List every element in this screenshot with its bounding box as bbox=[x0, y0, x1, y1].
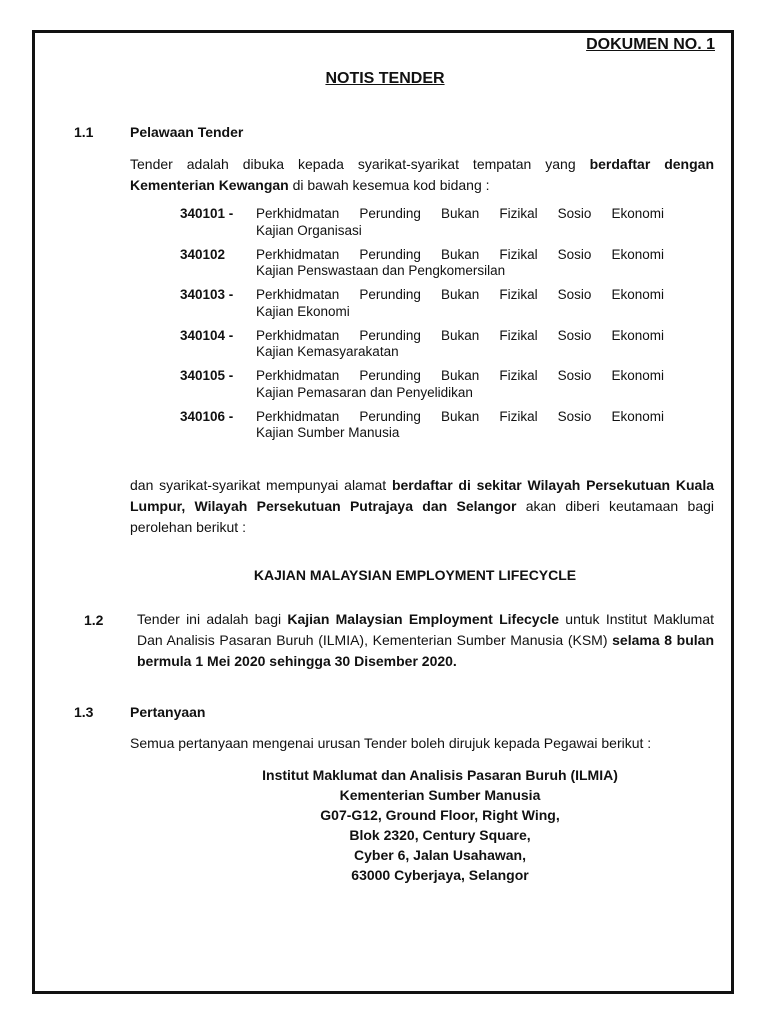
section-1-2-duration: selama 8 bulan bermula 1 Mei 2020 sehingga 30 Disember 2020. bbox=[137, 632, 714, 669]
project-title: KAJIAN MALAYSIAN EMPLOYMENT LIFECYCLE bbox=[253, 567, 577, 583]
field-code-id: 340102 bbox=[180, 246, 226, 262]
contact-address bbox=[0, 765, 770, 885]
field-code-item bbox=[180, 409, 664, 442]
intro-text: Tender adalah dibuka kepada syarikat-syarikat tempatan yang bbox=[130, 156, 590, 172]
intro-bold: berdaftar dengan Kementerian Kewangan bbox=[130, 156, 714, 193]
section-1-1-heading: Pelawaan Tender bbox=[130, 124, 244, 140]
document-number: DOKUMEN NO. 1 bbox=[586, 36, 715, 53]
section-1-2-project: Kajian Malaysian Employment Lifecycle bbox=[287, 611, 560, 627]
intro-text-end: di bawah kesemua kod bidang : bbox=[288, 177, 490, 193]
field-code-item bbox=[180, 328, 664, 361]
field-code-id: 340105 - bbox=[180, 368, 234, 383]
address-line: Kementerian Sumber Manusia bbox=[339, 787, 541, 803]
field-code-subject: Kajian Penswastaan dan Pengkomersilan bbox=[256, 263, 506, 278]
field-code-item bbox=[180, 247, 664, 280]
field-code-id: 340104 - bbox=[180, 327, 234, 343]
field-code-subject: Kajian Ekonomi bbox=[256, 303, 350, 319]
field-code-desc: Perkhidmatan Perunding Bukan Fizikal Sosio Ekonomi bbox=[256, 327, 664, 343]
field-code-desc: Perkhidmatan Perunding Bukan Fizikal Sosio Ekonomi bbox=[256, 408, 664, 424]
section-1-2-text-start: Tender ini adalah bagi bbox=[137, 611, 288, 627]
priority-text-end: akan diberi keutamaan bagi perolehan berikut : bbox=[130, 498, 714, 535]
field-code-id: 340103 - bbox=[180, 287, 234, 302]
field-code-item bbox=[180, 206, 664, 239]
section-1-1-number: 1.1 bbox=[74, 124, 94, 140]
field-code-subject: Kajian Organisasi bbox=[256, 222, 362, 238]
page-title: NOTIS TENDER bbox=[325, 70, 445, 87]
address-line: Blok 2320, Century Square, bbox=[349, 827, 531, 843]
section-1-3-heading: Pertanyaan bbox=[130, 704, 206, 720]
field-code-item bbox=[180, 287, 664, 320]
section-1-3-number: 1.3 bbox=[74, 704, 94, 720]
field-code-subject: Kajian Sumber Manusia bbox=[256, 425, 400, 440]
address-line: Cyber 6, Jalan Usahawan, bbox=[354, 847, 526, 863]
section-1-1-priority bbox=[130, 475, 714, 538]
field-code-subject: Kajian Pemasaran dan Penyelidikan bbox=[256, 384, 473, 400]
section-1-2-text bbox=[137, 609, 714, 672]
field-code-desc: Perkhidmatan Perunding Bukan Fizikal Sosio Ekonomi bbox=[256, 287, 664, 302]
address-line: 63000 Cyberjaya, Selangor bbox=[351, 867, 529, 883]
address-line: Institut Maklumat dan Analisis Pasaran Buruh (ILMIA) bbox=[262, 767, 618, 783]
field-code-desc: Perkhidmatan Perunding Bukan Fizikal Sosio Ekonomi bbox=[256, 206, 664, 221]
field-code-desc: Perkhidmatan Perunding Bukan Fizikal Sosio Ekonomi bbox=[256, 368, 664, 383]
field-code-id: 340106 - bbox=[180, 408, 234, 424]
field-code-item bbox=[180, 368, 664, 401]
section-1-2-text-mid: untuk Institut Maklumat Dan Analisis Pasaran Buruh (ILMIA), Kementerian Sumber Manusia (KSM) bbox=[137, 611, 715, 648]
priority-bold: berdaftar di sekitar Wilayah Persekutuan Kuala Lumpur, Wilayah Persekutuan Putrajaya dan Selangor bbox=[130, 477, 715, 514]
address-line: G07-G12, Ground Floor, Right Wing, bbox=[320, 807, 560, 823]
priority-text: dan syarikat-syarikat mempunyai alamat bbox=[130, 477, 392, 493]
section-1-2-number: 1.2 bbox=[84, 612, 104, 628]
field-code-id: 340101 - bbox=[180, 206, 234, 221]
section-1-3-intro: Semua pertanyaan mengenai urusan Tender boleh dirujuk kepada Pegawai berikut : bbox=[130, 735, 652, 751]
field-code-subject: Kajian Kemasyarakatan bbox=[256, 344, 399, 359]
field-code-list bbox=[180, 206, 664, 449]
field-code-desc: Perkhidmatan Perunding Bukan Fizikal Sosio Ekonomi bbox=[256, 246, 664, 262]
section-1-1-intro bbox=[130, 154, 714, 196]
